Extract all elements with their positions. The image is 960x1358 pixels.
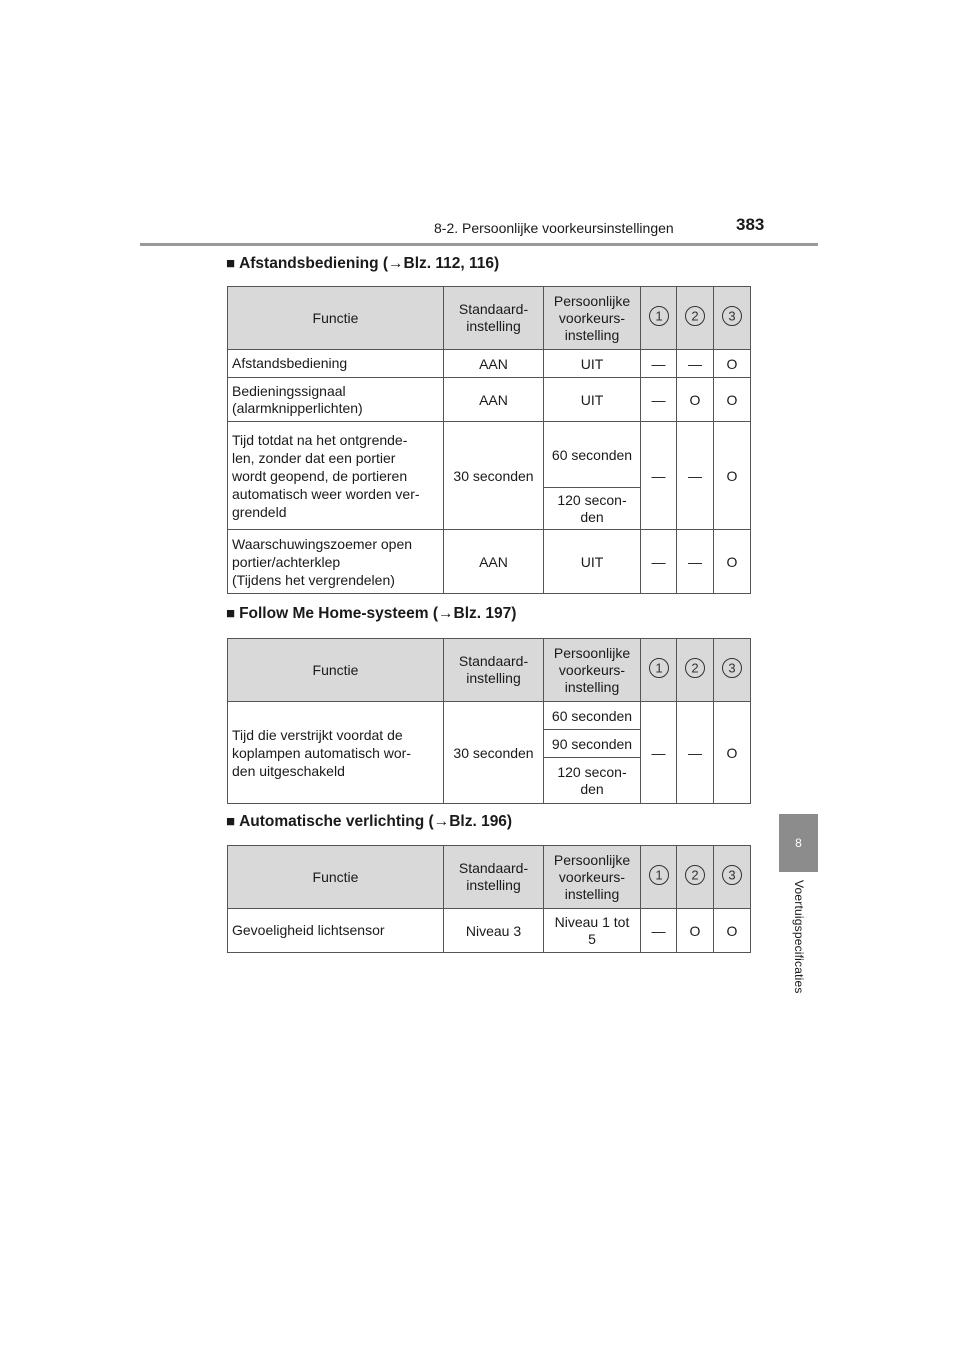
table-row [228,909,751,953]
cell-col-2: — [677,422,714,530]
cell-personal: Niveau 1 tot 5 [544,909,641,953]
svg-text:2: 2 [691,308,699,324]
table-follow-me-home [227,638,751,804]
square-bullet-icon: ■ [226,605,236,622]
section-heading-auto-lighting: ■ Automatische verlichting (→Blz. 196) [226,813,513,830]
header-function: Functie [228,846,444,909]
cell-function: Bedieningssignaal (alarmknipperlichten) [228,378,444,422]
circled-2-icon [684,305,706,327]
cell-col-1: — [641,702,677,804]
svg-text:2: 2 [691,660,699,676]
cell-col-3: O [714,702,751,804]
header-personal: Persoonlijke voorkeurs- instelling [544,846,641,909]
cell-personal: 60 seconden [544,702,641,730]
svg-text:1: 1 [654,660,663,676]
cell-col-2: — [677,702,714,804]
cell-function: Tijd totdat na het ontgrende- len, zonder dat een portier wordt geopend, de portieren automatisch weer worden ver- grendeld [228,422,444,530]
header-col-2 [677,287,714,350]
svg-text:3: 3 [728,867,736,883]
header-col-1 [641,639,677,702]
cell-col-3: O [714,530,751,594]
circled-2-icon [684,864,706,886]
header-col-1 [641,846,677,909]
cell-personal: 90 seconden [544,730,641,758]
circled-3-icon [721,864,743,886]
cell-col-3: O [714,378,751,422]
circled-3-icon [721,305,743,327]
circled-1-icon [648,305,670,327]
circled-1-icon [648,657,670,679]
cell-default: Niveau 3 [444,909,544,953]
cell-col-1: — [641,909,677,953]
header-col-3 [714,287,751,350]
table-row [228,350,751,378]
svg-text:1: 1 [654,867,663,883]
header-col-3 [714,639,751,702]
cell-default: 30 seconden [444,422,544,530]
square-bullet-icon: ■ [226,813,236,830]
square-bullet-icon: ■ [226,255,236,272]
svg-text:3: 3 [728,308,736,324]
cell-default: AAN [444,350,544,378]
cell-col-3: O [714,422,751,530]
table-row [228,702,751,730]
header-col-1 [641,287,677,350]
circled-1-icon [648,864,670,886]
table-row [228,530,751,594]
table-row [228,378,751,422]
header-col-2 [677,639,714,702]
header-default: Standaard- instelling [444,639,544,702]
svg-text:1: 1 [654,308,663,324]
chapter-number: 8 [795,836,802,850]
header-personal: Persoonlijke voorkeurs- instelling [544,287,641,350]
circled-3-icon [721,657,743,679]
table-header-row [228,639,751,702]
cell-default: 30 seconden [444,702,544,804]
cell-personal: UIT [544,530,641,594]
cell-function: Afstandsbediening [228,350,444,378]
table-remote-control [227,286,751,594]
header-col-2 [677,846,714,909]
svg-text:2: 2 [691,867,699,883]
cell-function: Waarschuwingszoemer open portier/achterklep (Tijdens het vergrendelen) [228,530,444,594]
cell-col-2: O [677,909,714,953]
cell-col-3: O [714,909,751,953]
cell-col-3: O [714,350,751,378]
cell-personal: 120 secon- den [544,758,641,804]
table-header-row [228,287,751,350]
cell-col-1: — [641,530,677,594]
cell-personal: UIT [544,378,641,422]
chapter-label: Voertuigspecificaties [792,880,806,994]
cell-col-2: — [677,350,714,378]
cell-default: AAN [444,378,544,422]
header-default: Standaard- instelling [444,287,544,350]
cell-col-2: — [677,530,714,594]
circled-2-icon [684,657,706,679]
table-header-row [228,846,751,909]
cell-personal: UIT [544,350,641,378]
cell-col-1: — [641,350,677,378]
table-auto-lighting [227,845,751,953]
cell-personal: 60 seconden [544,422,641,488]
cell-col-1: — [641,378,677,422]
header-default: Standaard- instelling [444,846,544,909]
svg-text:3: 3 [728,660,736,676]
page-number: 383 [736,215,765,234]
chapter-tab [779,814,818,872]
cell-default: AAN [444,530,544,594]
section-heading-remote: ■ Afstandsbediening (→Blz. 112, 116) [226,255,500,272]
header-function: Functie [228,287,444,350]
running-header: 8-2. Persoonlijke voorkeursinstellingen [434,220,674,236]
header-divider [140,243,818,246]
header-personal: Persoonlijke voorkeurs- instelling [544,639,641,702]
cell-personal: 120 secon- den [544,488,641,530]
header-col-3 [714,846,751,909]
cell-function: Gevoeligheid lichtsensor [228,909,444,953]
section-heading-follow-me-home: ■ Follow Me Home-systeem (→Blz. 197) [226,605,517,622]
cell-col-1: — [641,422,677,530]
cell-function: Tijd die verstrijkt voordat de koplampen automatisch wor- den uitgeschakeld [228,702,444,804]
table-row [228,422,751,488]
header-function: Functie [228,639,444,702]
cell-col-2: O [677,378,714,422]
